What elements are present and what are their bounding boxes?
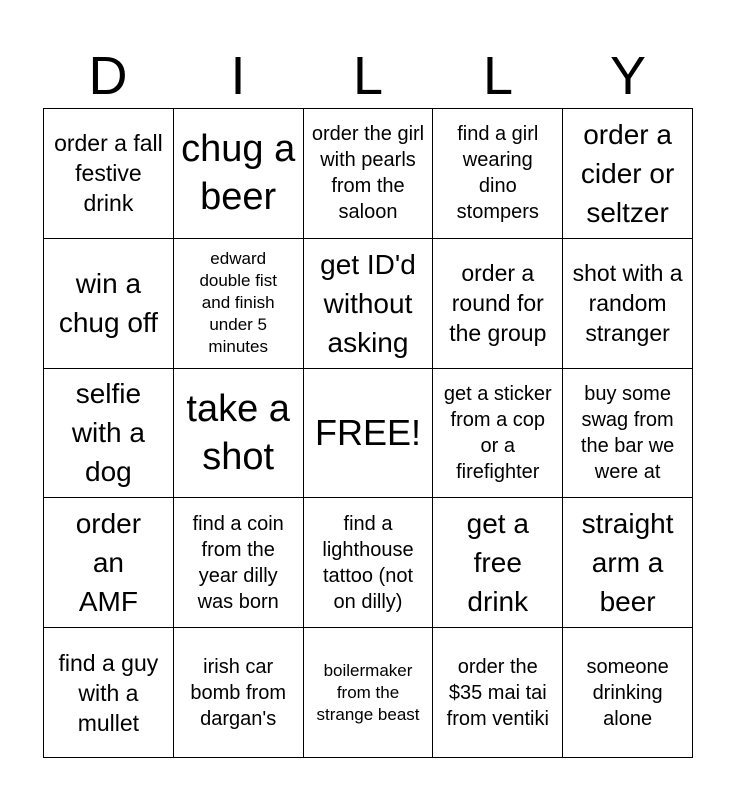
cell-text: order a round for the group bbox=[449, 260, 547, 347]
cell-text: get a free drink bbox=[466, 508, 529, 618]
cell-text: shot with a random stranger bbox=[572, 260, 683, 347]
bingo-header bbox=[43, 44, 693, 108]
bingo-cell-r5c3[interactable] bbox=[304, 628, 434, 758]
header-letter-1: D bbox=[88, 46, 128, 106]
bingo-cell-r2c1[interactable] bbox=[44, 239, 174, 369]
bingo-cell-r1c1[interactable] bbox=[44, 109, 174, 239]
bingo-cell-r2c5[interactable] bbox=[563, 239, 693, 369]
bingo-cell-r1c5[interactable] bbox=[563, 109, 693, 239]
bingo-board bbox=[43, 108, 693, 758]
cell-text: find a lighthouse tattoo (not on dilly) bbox=[322, 512, 414, 613]
bingo-cell-r4c5[interactable] bbox=[563, 498, 693, 628]
bingo-cell-r2c3[interactable] bbox=[304, 239, 434, 369]
cell-text: order a fall festive drink bbox=[54, 130, 163, 217]
cell-text: selfie with a dog bbox=[71, 378, 145, 488]
cell-text: win a chug off bbox=[58, 268, 158, 339]
bingo-cell-r4c1[interactable] bbox=[44, 498, 174, 628]
cell-text: order the girl with pearls from the saloon bbox=[311, 123, 425, 224]
bingo-cell-r3c1[interactable] bbox=[44, 369, 174, 499]
cell-text: chug a beer bbox=[181, 128, 296, 219]
cell-text: irish car bomb from dargan's bbox=[190, 655, 286, 730]
header-letter-5: Y bbox=[609, 46, 647, 106]
bingo-cell-r1c3[interactable] bbox=[304, 109, 434, 239]
bingo-cell-r2c2[interactable] bbox=[174, 239, 304, 369]
cell-text: buy some swag from the bar we were at bbox=[580, 382, 675, 483]
cell-text: take a shot bbox=[186, 387, 290, 478]
header-letter-2: I bbox=[230, 46, 246, 106]
cell-text: order an AMF bbox=[75, 508, 142, 618]
cell-text: get ID'd without asking bbox=[320, 248, 416, 358]
bingo-cell-r3c4[interactable] bbox=[433, 369, 563, 499]
bingo-cell-r4c4[interactable] bbox=[433, 498, 563, 628]
bingo-cell-free[interactable] bbox=[304, 369, 434, 499]
cell-text: straight arm a beer bbox=[581, 508, 674, 618]
cell-text: boilermaker from the strange beast bbox=[316, 660, 420, 724]
bingo-cell-r1c2[interactable] bbox=[174, 109, 304, 239]
cell-text: someone drinking alone bbox=[586, 655, 669, 730]
bingo-cell-r3c2[interactable] bbox=[174, 369, 304, 499]
cell-text: find a guy with a mullet bbox=[58, 649, 159, 736]
bingo-cell-r5c1[interactable] bbox=[44, 628, 174, 758]
bingo-cell-r3c5[interactable] bbox=[563, 369, 693, 499]
cell-text: get a sticker from a cop or a firefighter bbox=[443, 382, 552, 483]
cell-text: order the $35 mai tai from ventiki bbox=[446, 655, 549, 730]
header-letter-4: L bbox=[482, 46, 514, 106]
bingo-cell-r5c5[interactable] bbox=[563, 628, 693, 758]
free-space-text: FREE! bbox=[314, 411, 421, 453]
cell-text: find a girl wearing dino stompers bbox=[456, 123, 539, 224]
cell-text: find a coin from the year dilly was born bbox=[192, 512, 284, 613]
bingo-cell-r5c2[interactable] bbox=[174, 628, 304, 758]
bingo-cell-r1c4[interactable] bbox=[433, 109, 563, 239]
bingo-cell-r5c4[interactable] bbox=[433, 628, 563, 758]
bingo-cell-r4c2[interactable] bbox=[174, 498, 304, 628]
cell-text: edward double fist and finish under 5 minutes bbox=[199, 249, 277, 357]
bingo-cell-r2c4[interactable] bbox=[433, 239, 563, 369]
header-letter-3: L bbox=[352, 46, 384, 106]
cell-text: order a cider or seltzer bbox=[580, 118, 675, 228]
bingo-cell-r4c3[interactable] bbox=[304, 498, 434, 628]
